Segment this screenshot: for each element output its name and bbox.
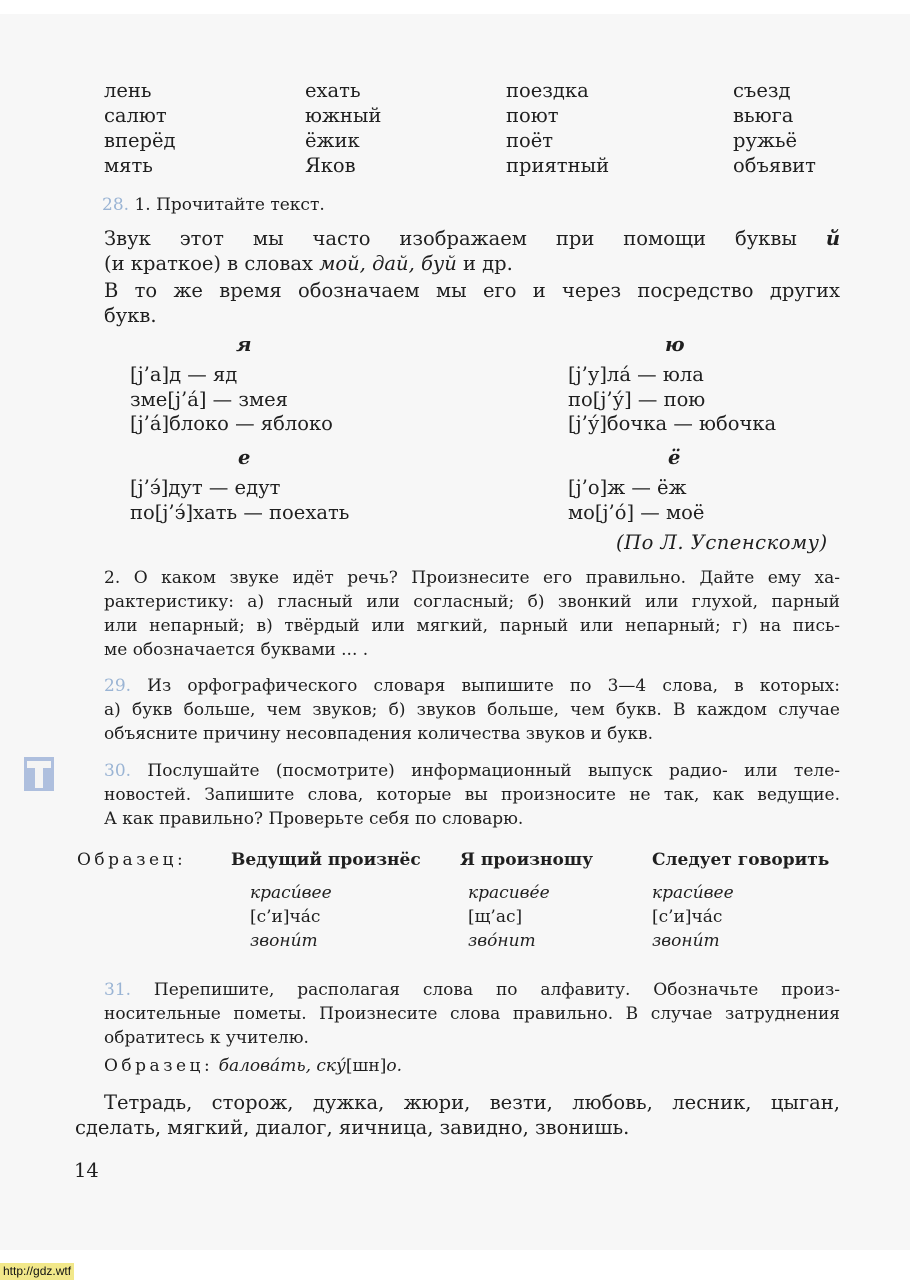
- word: поёт: [506, 129, 554, 152]
- text: Из орфографического словаря выпишите по 3—4 слова, в которых:: [147, 676, 840, 696]
- table-cell: [с’и]ча́с: [250, 907, 321, 927]
- ex30: [104, 759, 840, 831]
- exercise-number: 28.: [102, 195, 130, 215]
- table-cell: краси́вее: [250, 883, 332, 903]
- group-yo: [568, 475, 704, 525]
- line: рактеристику: а) гласный или согласный; б) звонкий или глухой, парный: [104, 592, 840, 612]
- line: а) букв больше, чем звуков; б) звуков больше, чем букв. В каждом случае: [104, 700, 840, 720]
- text: Послушайте (посмотрите) информационный выпуск радио- или теле-: [147, 761, 840, 781]
- transcription-row: по[j’э́]хать — поехать: [130, 501, 350, 524]
- ex31-words-line2: сделать, мягкий, диалог, яичница, завидно, звонишь.: [75, 1116, 630, 1139]
- sample-value: балова́ть, ску́: [218, 1056, 346, 1076]
- word: салют: [104, 104, 167, 127]
- word: объявит: [733, 154, 816, 177]
- table-column-mine: [468, 881, 550, 953]
- group-ya: [130, 363, 333, 437]
- word: мять: [104, 154, 153, 177]
- word: съезд: [733, 79, 791, 102]
- transcription-row: [j’о]ж — ёж: [568, 476, 687, 499]
- text: Перепишите, располагая слова по алфавиту. Обозначьте произ-: [153, 980, 840, 1000]
- table-header: Я произношу: [460, 850, 593, 870]
- word: приятный: [506, 154, 610, 177]
- table-cell: краси́вее: [652, 883, 734, 903]
- ex31: [104, 978, 840, 1050]
- watermark-link[interactable]: http://gdz.wtf: [0, 1263, 74, 1280]
- sample-label: Образец:: [104, 1056, 214, 1076]
- table-cell: красиве́е: [468, 883, 550, 903]
- table-cell: [с’и]ча́с: [652, 907, 723, 927]
- table-column-announcer: [250, 881, 332, 953]
- transcription-row: [j’у́]бочка — юбочка: [568, 412, 777, 435]
- line: [104, 674, 840, 698]
- source-attribution: (По Л. Успенскому): [616, 531, 828, 554]
- text: (и краткое) в словах: [104, 252, 313, 275]
- line: обратитесь к учителю.: [104, 1028, 309, 1048]
- word: лень: [104, 79, 152, 102]
- word-column-1: [104, 78, 176, 178]
- exercise-number: 30.: [104, 761, 132, 781]
- line: 2. О каком звуке идёт речь? Произнесите его правильно. Дайте ему ха-: [104, 568, 840, 588]
- word: поют: [506, 104, 559, 127]
- page-number: 14: [74, 1159, 99, 1182]
- group-yu: [568, 363, 776, 437]
- table-cell: зво́нит: [468, 931, 536, 951]
- line: носительные пометы. Произнесите слова правильно. В случае затруднения: [104, 1004, 840, 1024]
- word-column-3: [506, 78, 609, 178]
- line: ме обозначается буквами ... .: [104, 640, 369, 660]
- text: и др.: [462, 252, 513, 275]
- transcription-row: [j’а]д — яд: [130, 363, 238, 386]
- line: или непарный; в) твёрдый или мягкий, парный или непарный; г) на пись-: [104, 616, 840, 636]
- group-letter-yu: ю: [665, 333, 685, 356]
- word-column-2: [305, 78, 381, 178]
- word: Яков: [305, 154, 356, 177]
- word: поездка: [506, 79, 589, 102]
- transcription-row: мо[j’о́] — моё: [568, 501, 705, 524]
- transcription-row: [j’у]ла́ — юла: [568, 363, 704, 386]
- ex28-paragraph1-line1: [104, 226, 840, 251]
- table-cell: [щ’ас]: [468, 907, 523, 927]
- group-letter-ye: е: [238, 446, 251, 469]
- transcription-row: зме[j’а́] — змея: [130, 387, 288, 411]
- exercise-number: 31.: [104, 980, 132, 1000]
- ex29: [104, 674, 840, 746]
- ex28-paragraph2-line2: букв.: [104, 304, 157, 327]
- table-header: Ведущий произнёс: [231, 850, 421, 870]
- ex31-sample: [104, 1054, 402, 1078]
- line: [104, 759, 840, 783]
- sample-value: о.: [386, 1056, 402, 1076]
- transcription-row: [j’а́]блоко — яблоко: [130, 412, 333, 435]
- group-letter-yo: ё: [668, 446, 681, 469]
- sample-value: [шн]: [345, 1056, 387, 1076]
- ex28-task1: [102, 193, 325, 217]
- table-cell: звони́т: [652, 931, 720, 951]
- group-ye: [130, 475, 349, 525]
- table-cell: звони́т: [250, 931, 318, 951]
- ex28-task2: [104, 566, 840, 662]
- line: [104, 978, 840, 1002]
- word: ружьё: [733, 129, 798, 152]
- line: новостей. Запишите слова, которые вы произносите не так, как ведущие.: [104, 785, 840, 805]
- word-column-4: [733, 78, 816, 178]
- task-text: 1. Прочитайте текст.: [134, 195, 325, 215]
- transcription-row: [j’э́]дут — едут: [130, 476, 281, 499]
- word: южный: [305, 104, 382, 127]
- teacher-badge-icon: [24, 757, 54, 791]
- ex28-paragraph2-line1: В то же время обозначаем мы его и через посредство других: [104, 279, 840, 302]
- word: вьюга: [733, 104, 794, 127]
- word: ехать: [305, 79, 361, 102]
- transcription-row: по[j’у́] — пою: [568, 387, 706, 411]
- group-letter-ya: я: [236, 333, 252, 356]
- word: вперёд: [104, 129, 176, 152]
- table-header: Следует говорить: [652, 850, 830, 870]
- table-column-correct: [652, 881, 734, 953]
- letter-highlight: й: [825, 227, 840, 250]
- ex30-sample-label: Образец:: [77, 850, 187, 870]
- ex31-words-line1: Тетрадь, сторож, дужка, жюри, везти, любовь, лесник, цыган,: [104, 1091, 840, 1114]
- line: А как правильно? Проверьте себя по словарю.: [104, 809, 524, 829]
- exercise-number: 29.: [104, 676, 132, 696]
- text: Звук этот мы часто изображаем при помощи буквы: [104, 227, 797, 250]
- example-words: мой, дай, буй: [319, 252, 457, 275]
- word: ёжик: [305, 129, 360, 152]
- ex28-paragraph1-line2: [104, 251, 513, 276]
- line: объясните причину несовпадения количества звуков и букв.: [104, 724, 653, 744]
